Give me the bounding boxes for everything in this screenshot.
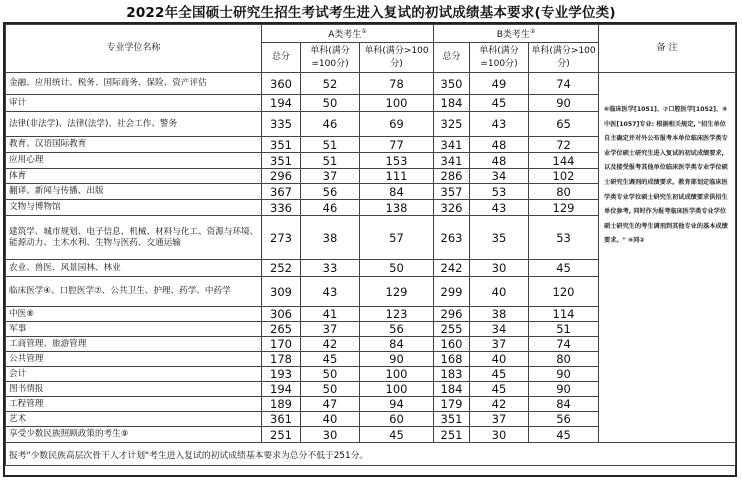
score-b-single-100: 34 [470, 169, 529, 184]
score-a-single-100: 43 [301, 277, 360, 307]
score-a-single-100: 46 [301, 112, 360, 137]
score-a-single-gt100: 56 [360, 322, 434, 337]
score-a-single-gt100: 57 [360, 216, 434, 260]
score-b-single-100: 40 [470, 352, 529, 367]
score-b-single-gt100: 72 [529, 137, 599, 153]
score-b-single-gt100: 90 [529, 382, 599, 397]
score-b-single-gt100: 65 [529, 112, 599, 137]
score-a-total: 251 [262, 427, 301, 443]
score-b-total: 179 [434, 397, 470, 412]
score-a-single-100: 46 [301, 200, 360, 216]
score-table [5, 24, 736, 466]
score-a-single-gt100: 129 [360, 277, 434, 307]
score-b-total: 341 [434, 153, 470, 169]
subject-name: 临床医学④、口腔医学⑦、公共卫生、护理、药学、中药学 [6, 277, 262, 307]
subject-name: 公共管理 [6, 352, 262, 367]
header-a-single-100: 单科(满分=100分) [301, 43, 360, 73]
score-b-total: 168 [434, 352, 470, 367]
subject-name: 工程管理 [6, 397, 262, 412]
score-a-single-gt100: 60 [360, 412, 434, 427]
score-b-single-gt100: 90 [529, 95, 599, 112]
score-b-single-100: 43 [470, 112, 529, 137]
subject-name: 享受少数民族照顾政策的考生⑨ [6, 427, 262, 443]
header-group-a: A类考生① [262, 25, 434, 43]
subject-name: 建筑学、城市规划、电子信息、机械、材料与化工、资源与环境、能源动力、土木水利、生物与医药、交通运输 [6, 216, 262, 260]
score-a-single-gt100: 84 [360, 337, 434, 352]
score-a-total: 178 [262, 352, 301, 367]
score-b-single-100: 43 [470, 200, 529, 216]
subject-name: 教育、汉语国际教育 [6, 137, 262, 153]
score-a-total: 351 [262, 153, 301, 169]
score-a-single-100: 45 [301, 352, 360, 367]
score-b-total: 341 [434, 137, 470, 153]
score-b-total: 160 [434, 337, 470, 352]
header-group-b: B类考生② [434, 25, 599, 43]
score-b-single-100: 37 [470, 337, 529, 352]
score-b-total: 263 [434, 216, 470, 260]
score-b-total: 326 [434, 200, 470, 216]
score-b-single-gt100: 114 [529, 307, 599, 322]
score-a-total: 296 [262, 169, 301, 184]
score-a-total: 360 [262, 73, 301, 95]
score-b-single-100: 49 [470, 73, 529, 95]
score-a-total: 367 [262, 184, 301, 200]
score-b-single-100: 30 [470, 260, 529, 277]
score-a-single-gt100: 90 [360, 352, 434, 367]
score-b-single-gt100: 102 [529, 169, 599, 184]
score-a-single-100: 40 [301, 412, 360, 427]
score-b-single-100: 48 [470, 153, 529, 169]
subject-name: 艺术 [6, 412, 262, 427]
score-b-single-gt100: 45 [529, 427, 599, 443]
header-b-total: 总分 [434, 43, 470, 73]
footnote: 报考"少数民族高层次骨干人才计划"考生进入复试的初试成绩基本要求为总分不低于251分。 [6, 443, 736, 466]
header-a-total: 总分 [262, 43, 301, 73]
score-b-single-gt100: 129 [529, 200, 599, 216]
score-b-single-100: 38 [470, 307, 529, 322]
header-b-single-gt100: 单科(满分>100分) [529, 43, 599, 73]
score-b-total: 357 [434, 184, 470, 200]
subject-name: 农业、兽医、风景园林、林业 [6, 260, 262, 277]
score-b-single-100: 37 [470, 412, 529, 427]
score-b-single-gt100: 144 [529, 153, 599, 169]
score-a-single-gt100: 78 [360, 73, 434, 95]
subject-name: 审计 [6, 95, 262, 112]
score-a-single-100: 37 [301, 322, 360, 337]
remark-note: ⑥临床医学[1051]、⑦口腔医学[1052]、⑧中医[1057]专业: 根据相关规定, "招生单位自主确定并对外公布报考本单位临床医学类专业学位硕士研究生进入复试的初试成绩要求, 以及接受报考其他单位临床医学类专业学位硕士研究生调剂的成绩要求。教育部划定临床医学类专业学位硕士研究生初试成绩要求供招生单位参考, 同时作为报考临床医学类专业学位硕士研究生的考生调剂到其他专业的基本成绩要求。" ⑨同② [599, 73, 736, 443]
score-a-total: 335 [262, 112, 301, 137]
header-b-single-100: 单科(满分=100分) [470, 43, 529, 73]
score-b-single-gt100: 45 [529, 260, 599, 277]
score-a-single-gt100: 138 [360, 200, 434, 216]
score-b-single-gt100: 56 [529, 412, 599, 427]
score-b-single-100: 40 [470, 277, 529, 307]
score-a-single-100: 51 [301, 137, 360, 153]
score-b-single-100: 45 [470, 95, 529, 112]
score-a-total: 309 [262, 277, 301, 307]
score-b-single-100: 53 [470, 184, 529, 200]
score-b-total: 325 [434, 112, 470, 137]
score-a-single-100: 51 [301, 153, 360, 169]
score-a-total: 351 [262, 137, 301, 153]
subject-name: 金融、应用统计、税务、国际商务、保险、资产评估 [6, 73, 262, 95]
score-b-single-gt100: 90 [529, 367, 599, 382]
score-a-single-gt100: 94 [360, 397, 434, 412]
header-remark: 备 注 [599, 25, 736, 73]
score-b-single-gt100: 120 [529, 277, 599, 307]
score-b-total: 351 [434, 412, 470, 427]
score-a-single-100: 30 [301, 427, 360, 443]
score-b-total: 350 [434, 73, 470, 95]
subject-name: 工商管理、旅游管理 [6, 337, 262, 352]
score-b-single-gt100: 74 [529, 73, 599, 95]
score-a-total: 306 [262, 307, 301, 322]
score-a-total: 170 [262, 337, 301, 352]
score-b-single-100: 45 [470, 367, 529, 382]
score-b-single-100: 35 [470, 216, 529, 260]
score-a-single-100: 38 [301, 216, 360, 260]
subject-name: 文物与博物馆 [6, 200, 262, 216]
score-b-total: 184 [434, 382, 470, 397]
score-a-single-gt100: 111 [360, 169, 434, 184]
score-a-single-gt100: 100 [360, 382, 434, 397]
score-a-single-100: 37 [301, 169, 360, 184]
score-a-single-100: 42 [301, 337, 360, 352]
table-row [6, 73, 736, 95]
score-a-total: 361 [262, 412, 301, 427]
score-b-total: 286 [434, 169, 470, 184]
score-a-total: 273 [262, 216, 301, 260]
header-subject: 专业学位名称 [6, 25, 262, 73]
score-a-total: 336 [262, 200, 301, 216]
score-a-total: 265 [262, 322, 301, 337]
score-a-single-gt100: 153 [360, 153, 434, 169]
score-b-single-gt100: 53 [529, 216, 599, 260]
score-b-single-gt100: 84 [529, 397, 599, 412]
score-a-single-100: 50 [301, 95, 360, 112]
subject-name: 体育 [6, 169, 262, 184]
subject-name: 图书情报 [6, 382, 262, 397]
score-a-single-100: 41 [301, 307, 360, 322]
score-a-single-100: 47 [301, 397, 360, 412]
score-a-single-gt100: 69 [360, 112, 434, 137]
score-a-single-100: 56 [301, 184, 360, 200]
score-a-single-100: 33 [301, 260, 360, 277]
score-b-single-100: 30 [470, 427, 529, 443]
subject-name: 翻译、新闻与传播、出版 [6, 184, 262, 200]
subject-name: 法律(非法学)、法律(法学)、社会工作、警务 [6, 112, 262, 137]
score-b-single-100: 45 [470, 382, 529, 397]
subject-name: 中医⑧ [6, 307, 262, 322]
score-b-total: 184 [434, 95, 470, 112]
score-a-single-gt100: 100 [360, 367, 434, 382]
score-b-total: 255 [434, 322, 470, 337]
score-b-total: 296 [434, 307, 470, 322]
score-a-single-gt100: 123 [360, 307, 434, 322]
score-a-total: 189 [262, 397, 301, 412]
score-a-single-gt100: 45 [360, 427, 434, 443]
score-b-single-gt100: 51 [529, 322, 599, 337]
score-b-single-100: 42 [470, 397, 529, 412]
score-a-single-100: 50 [301, 382, 360, 397]
score-a-single-100: 52 [301, 73, 360, 95]
score-a-total: 193 [262, 367, 301, 382]
score-a-single-gt100: 77 [360, 137, 434, 153]
score-b-total: 242 [434, 260, 470, 277]
score-a-total: 194 [262, 382, 301, 397]
score-a-single-gt100: 100 [360, 95, 434, 112]
score-b-single-gt100: 74 [529, 337, 599, 352]
score-a-single-gt100: 50 [360, 260, 434, 277]
score-b-total: 183 [434, 367, 470, 382]
score-a-total: 252 [262, 260, 301, 277]
score-b-single-gt100: 80 [529, 184, 599, 200]
score-table-frame [3, 22, 737, 477]
subject-name: 会计 [6, 367, 262, 382]
score-a-single-gt100: 84 [360, 184, 434, 200]
score-a-total: 194 [262, 95, 301, 112]
subject-name: 应用心理 [6, 153, 262, 169]
score-a-single-100: 50 [301, 367, 360, 382]
header-a-single-gt100: 单科(满分>100分) [360, 43, 434, 73]
subject-name: 军事 [6, 322, 262, 337]
score-b-single-100: 48 [470, 137, 529, 153]
score-b-single-100: 34 [470, 322, 529, 337]
score-b-single-gt100: 80 [529, 352, 599, 367]
score-b-total: 299 [434, 277, 470, 307]
score-b-total: 251 [434, 427, 470, 443]
page-title: 2022年全国硕士研究生招生考试考生进入复试的初试成绩基本要求(专业学位类) [126, 5, 616, 21]
